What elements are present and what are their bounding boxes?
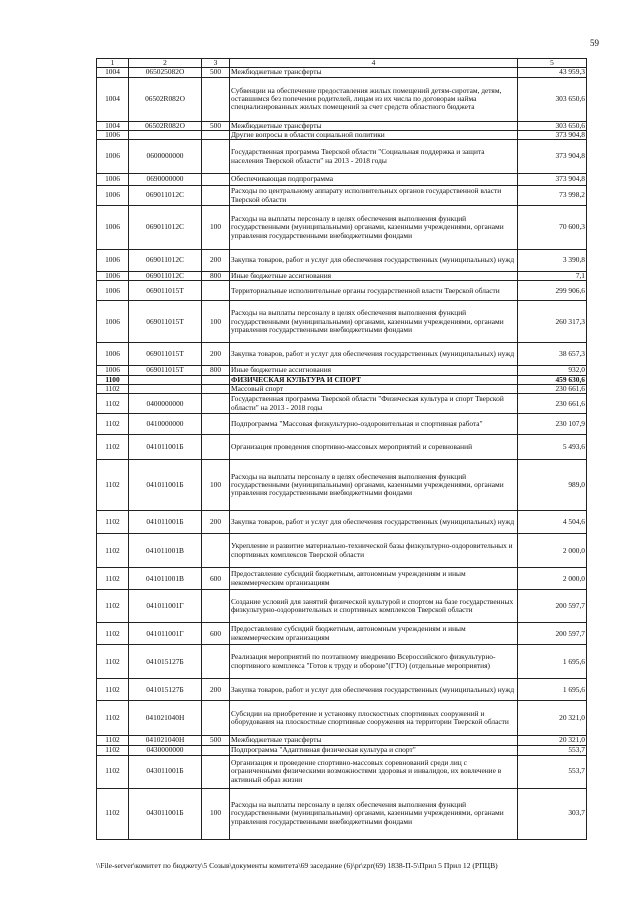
item-name-cell: Межбюджетные трансферты — [230, 736, 518, 745]
table-row — [97, 250, 587, 272]
table-row — [97, 623, 587, 645]
amount-cell: 932,0 — [518, 366, 587, 375]
table-row — [97, 679, 587, 701]
expense-type-cell: 200 — [202, 511, 230, 534]
section-code-cell: 1102 — [97, 435, 129, 460]
section-code-cell: 1102 — [97, 623, 129, 645]
target-article-cell: 0410000000 — [129, 414, 202, 435]
expense-type-cell — [202, 130, 230, 139]
expense-type-cell — [202, 534, 230, 568]
item-name-cell: Территориальные исполнительные органы государственной власти Тверской области — [230, 281, 518, 301]
section-code-cell: 1006 — [97, 206, 129, 250]
table-row — [97, 375, 587, 384]
expense-type-cell: 100 — [202, 460, 230, 511]
item-name-cell: ФИЗИЧЕСКАЯ КУЛЬТУРА И СПОРТ — [230, 375, 518, 384]
footer-file-path: \\File-server\комитет по бюджету\5 Созыв\документы комитета\69 заседание (6)\pr\zpr(69) 1838-П-5\Прил 5 Прил 12 (РПЦВ) — [96, 861, 498, 870]
item-name-cell: Закупка товаров, работ и услуг для обеспечения государственных (муниципальных) нужд — [230, 511, 518, 534]
item-name-cell: Укрепление и развитие материально-технической базы физкультурно-оздоровительных и спортивных комплексов Тверской области — [230, 534, 518, 568]
item-name-cell: Предоставление субсидий бюджетным, автономным учреждениям и иным некоммерческим организациям — [230, 623, 518, 645]
section-code-cell: 1006 — [97, 186, 129, 206]
table-row — [97, 460, 587, 511]
table-row — [97, 534, 587, 568]
expense-type-cell: 800 — [202, 366, 230, 375]
target-article-cell: 06502R082О — [129, 121, 202, 130]
table-row — [97, 435, 587, 460]
amount-cell: 5 493,6 — [518, 435, 587, 460]
amount-cell: 230 661,6 — [518, 384, 587, 393]
table-row — [97, 414, 587, 435]
section-code-cell: 1102 — [97, 755, 129, 788]
header-cell: 1 — [97, 59, 129, 68]
amount-cell: 1 695,6 — [518, 679, 587, 701]
target-article-cell: 041011001Г — [129, 590, 202, 623]
amount-cell: 303 650,6 — [518, 121, 587, 130]
target-article-cell: 041011001Б — [129, 435, 202, 460]
header-cell: 4 — [230, 59, 518, 68]
amount-cell: 7,1 — [518, 272, 587, 281]
table-row — [97, 343, 587, 366]
item-name-cell: Другие вопросы в области социальной политики — [230, 130, 518, 139]
target-article-cell: 06502R082О — [129, 77, 202, 121]
section-code-cell: 1102 — [97, 590, 129, 623]
table-row — [97, 130, 587, 139]
table-row — [97, 140, 587, 174]
item-name-cell: Расходы на выплаты персоналу в целях обеспечения выполнения функций государственными (муниципальными) органами, казенными учреждениями, органами управления государственными внебюджетными фондами — [230, 460, 518, 511]
section-code-cell: 1102 — [97, 679, 129, 701]
item-name-cell: Обеспечивающая подпрограмма — [230, 174, 518, 186]
section-code-cell: 1102 — [97, 394, 129, 414]
section-code-cell: 1006 — [97, 281, 129, 301]
expense-type-cell — [202, 77, 230, 121]
table-header-row — [97, 59, 587, 68]
amount-cell: 989,0 — [518, 460, 587, 511]
item-name-cell: Закупка товаров, работ и услуг для обеспечения государственных (муниципальных) нужд — [230, 679, 518, 701]
section-code-cell: 1006 — [97, 366, 129, 375]
expense-type-cell: 600 — [202, 623, 230, 645]
target-article-cell — [129, 130, 202, 139]
table-row — [97, 788, 587, 839]
expense-type-cell: 100 — [202, 788, 230, 839]
expense-type-cell — [202, 174, 230, 186]
item-name-cell: Массовый спорт — [230, 384, 518, 393]
table-row — [97, 174, 587, 186]
table-row — [97, 121, 587, 130]
section-code-cell: 1006 — [97, 343, 129, 366]
amount-cell: 2 000,0 — [518, 534, 587, 568]
expense-type-cell: 200 — [202, 679, 230, 701]
section-code-cell: 1006 — [97, 272, 129, 281]
section-code-cell: 1102 — [97, 534, 129, 568]
target-article-cell: 0600000000 — [129, 140, 202, 174]
target-article-cell: 041011001Б — [129, 460, 202, 511]
target-article-cell: 065025082О — [129, 68, 202, 77]
target-article-cell: 041015127Б — [129, 679, 202, 701]
section-code-cell: 1006 — [97, 130, 129, 139]
amount-cell: 459 630,6 — [518, 375, 587, 384]
item-name-cell: Предоставление субсидий бюджетным, автономным учреждениям и иным некоммерческим организациям — [230, 568, 518, 590]
amount-cell: 4 504,6 — [518, 511, 587, 534]
table-row — [97, 701, 587, 736]
target-article-cell: 069011012С — [129, 250, 202, 272]
target-article-cell: 0430000000 — [129, 745, 202, 755]
header-cell: 5 — [518, 59, 587, 68]
amount-cell: 303 650,6 — [518, 77, 587, 121]
amount-cell: 20 321,0 — [518, 701, 587, 736]
table-row — [97, 272, 587, 281]
target-article-cell: 041011001Г — [129, 623, 202, 645]
table-row — [97, 755, 587, 788]
section-code-cell: 1102 — [97, 460, 129, 511]
table-row — [97, 68, 587, 77]
target-article-cell — [129, 375, 202, 384]
item-name-cell: Государственная программа Тверской области "Социальная поддержка и защита населения Тверской области" на 2013 - 2018 годы — [230, 140, 518, 174]
target-article-cell: 041021040Н — [129, 701, 202, 736]
table-row — [97, 394, 587, 414]
expense-type-cell — [202, 414, 230, 435]
page-number: 59 — [590, 38, 599, 48]
amount-cell: 230 107,9 — [518, 414, 587, 435]
amount-cell: 1 695,6 — [518, 645, 587, 679]
budget-table — [96, 58, 587, 840]
target-article-cell: 043011001Б — [129, 755, 202, 788]
target-article-cell: 069011015Т — [129, 343, 202, 366]
expense-type-cell — [202, 384, 230, 393]
amount-cell: 373 904,8 — [518, 174, 587, 186]
section-code-cell: 1006 — [97, 140, 129, 174]
target-article-cell: 041015127Б — [129, 645, 202, 679]
section-code-cell: 1102 — [97, 745, 129, 755]
table-row — [97, 186, 587, 206]
table-row — [97, 301, 587, 343]
amount-cell: 38 657,3 — [518, 343, 587, 366]
expense-type-cell: 200 — [202, 250, 230, 272]
item-name-cell: Расходы на выплаты персоналу в целях обеспечения выполнения функций государственными (муниципальными) органами, казенными учреждениями, органами управления государственными внебюджетными фондами — [230, 301, 518, 343]
section-code-cell: 1006 — [97, 174, 129, 186]
section-code-cell: 1102 — [97, 568, 129, 590]
amount-cell: 43 959,3 — [518, 68, 587, 77]
expense-type-cell — [202, 375, 230, 384]
amount-cell: 73 998,2 — [518, 186, 587, 206]
section-code-cell: 1102 — [97, 414, 129, 435]
table-row — [97, 736, 587, 745]
item-name-cell: Расходы на выплаты персоналу в целях обеспечения выполнения функций государственными (муниципальными) органами, казенными учреждениями, органами управления государственными внебюджетными фондами — [230, 206, 518, 250]
amount-cell: 553,7 — [518, 745, 587, 755]
table-row — [97, 511, 587, 534]
amount-cell: 260 317,3 — [518, 301, 587, 343]
amount-cell: 303,7 — [518, 788, 587, 839]
amount-cell: 20 321,0 — [518, 736, 587, 745]
table-row — [97, 366, 587, 375]
expense-type-cell: 200 — [202, 343, 230, 366]
expense-type-cell: 500 — [202, 121, 230, 130]
item-name-cell: Подпрограмма "Массовая физкультурно-оздоровительная и спортивная работа" — [230, 414, 518, 435]
target-article-cell: 041011001В — [129, 534, 202, 568]
table-row — [97, 77, 587, 121]
expense-type-cell: 100 — [202, 301, 230, 343]
expense-type-cell: 500 — [202, 736, 230, 745]
table-row — [97, 384, 587, 393]
item-name-cell: Реализация мероприятий по поэтапному внедрению Всероссийского физкультурно-спортивного комплекса "Готов к труду и обороне"(ГТО) (отдельные мероприятия) — [230, 645, 518, 679]
expense-type-cell: 800 — [202, 272, 230, 281]
expense-type-cell — [202, 701, 230, 736]
expense-type-cell — [202, 745, 230, 755]
target-article-cell: 0400000000 — [129, 394, 202, 414]
expense-type-cell — [202, 186, 230, 206]
target-article-cell: 069011012С — [129, 206, 202, 250]
header-cell: 2 — [129, 59, 202, 68]
amount-cell: 299 906,6 — [518, 281, 587, 301]
table-row — [97, 645, 587, 679]
item-name-cell: Иные бюджетные ассигнования — [230, 366, 518, 375]
target-article-cell: 069011015Т — [129, 281, 202, 301]
amount-cell: 200 597,7 — [518, 623, 587, 645]
item-name-cell: Расходы на выплаты персоналу в целях обеспечения выполнения функций государственными (муниципальными) органами, казенными учреждениями, органами управления государственными внебюджетными фондами — [230, 788, 518, 839]
item-name-cell: Субсидии на приобретение и установку плоскостных спортивных сооружений и оборудования на плоскостные спортивные сооружения на территории Тверской области — [230, 701, 518, 736]
target-article-cell: 041011001Б — [129, 511, 202, 534]
expense-type-cell — [202, 590, 230, 623]
amount-cell: 230 661,6 — [518, 394, 587, 414]
section-code-cell: 1102 — [97, 788, 129, 839]
item-name-cell: Закупка товаров, работ и услуг для обеспечения государственных (муниципальных) нужд — [230, 250, 518, 272]
item-name-cell: Расходы по центральному аппарату исполнительных органов государственной власти Тверской области — [230, 186, 518, 206]
item-name-cell: Иные бюджетные ассигнования — [230, 272, 518, 281]
target-article-cell — [129, 384, 202, 393]
item-name-cell: Закупка товаров, работ и услуг для обеспечения государственных (муниципальных) нужд — [230, 343, 518, 366]
amount-cell: 3 390,8 — [518, 250, 587, 272]
amount-cell: 70 600,3 — [518, 206, 587, 250]
table-row — [97, 568, 587, 590]
expense-type-cell — [202, 435, 230, 460]
section-code-cell: 1006 — [97, 301, 129, 343]
expense-type-cell — [202, 281, 230, 301]
target-article-cell: 041011001В — [129, 568, 202, 590]
amount-cell: 373 904,8 — [518, 130, 587, 139]
target-article-cell: 043011001Б — [129, 788, 202, 839]
target-article-cell: 069011015Т — [129, 301, 202, 343]
header-cell: 3 — [202, 59, 230, 68]
expense-type-cell — [202, 394, 230, 414]
section-code-cell: 1004 — [97, 68, 129, 77]
section-code-cell: 1006 — [97, 250, 129, 272]
table-row — [97, 206, 587, 250]
section-code-cell: 1004 — [97, 77, 129, 121]
expense-type-cell — [202, 645, 230, 679]
amount-cell: 200 597,7 — [518, 590, 587, 623]
expense-type-cell: 100 — [202, 206, 230, 250]
expense-type-cell: 600 — [202, 568, 230, 590]
section-code-cell: 1004 — [97, 121, 129, 130]
item-name-cell: Межбюджетные трансферты — [230, 121, 518, 130]
table-row — [97, 745, 587, 755]
table-row — [97, 590, 587, 623]
target-article-cell: 069011012С — [129, 272, 202, 281]
target-article-cell: 0690000000 — [129, 174, 202, 186]
expense-type-cell: 500 — [202, 68, 230, 77]
amount-cell: 2 000,0 — [518, 568, 587, 590]
section-code-cell: 1102 — [97, 701, 129, 736]
item-name-cell: Создание условий для занятий физической культурой и спортом на базе государственных физкультурно-оздоровительных и спортивных комплексов Тверской области — [230, 590, 518, 623]
target-article-cell: 069011012С — [129, 186, 202, 206]
target-article-cell: 069011015Т — [129, 366, 202, 375]
item-name-cell: Субвенции на обеспечение предоставления жилых помещений детям-сиротам, детям, оставшимся без попечения родителей, лицам из их числа по договорам найма специализированных жилых помещений за счет средств областного бюджета — [230, 77, 518, 121]
item-name-cell: Межбюджетные трансферты — [230, 68, 518, 77]
amount-cell: 553,7 — [518, 755, 587, 788]
section-code-cell: 1102 — [97, 645, 129, 679]
section-code-cell: 1102 — [97, 511, 129, 534]
amount-cell: 373 904,8 — [518, 140, 587, 174]
item-name-cell: Государственная программа Тверской области "Физическая культура и спорт Тверской области" на 2013 - 2018 годы — [230, 394, 518, 414]
item-name-cell: Подпрограмма "Адаптивная физическая культура и спорт" — [230, 745, 518, 755]
item-name-cell: Организация и проведение спортивно-массовых соревнований среди лиц с ограниченными физическими возможностями здоровья и инвалидов, их вовлечение в активный образ жизни — [230, 755, 518, 788]
section-code-cell: 1102 — [97, 384, 129, 393]
expense-type-cell — [202, 755, 230, 788]
section-code-cell: 1102 — [97, 736, 129, 745]
section-code-cell: 1100 — [97, 375, 129, 384]
expense-type-cell — [202, 140, 230, 174]
table-row — [97, 281, 587, 301]
target-article-cell: 041021040Н — [129, 736, 202, 745]
item-name-cell: Организация проведения спортивно-массовых мероприятий и соревнований — [230, 435, 518, 460]
